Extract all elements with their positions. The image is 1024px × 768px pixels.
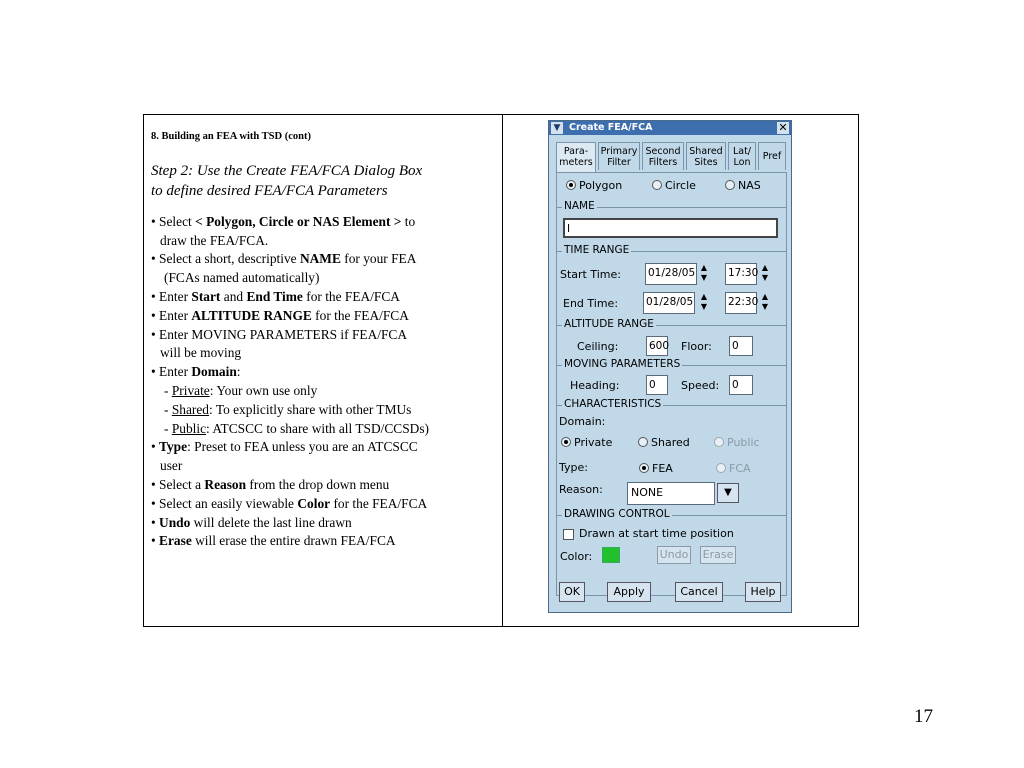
color-label: Color: xyxy=(560,550,593,563)
radio-shared[interactable]: Shared xyxy=(638,436,690,449)
name-input[interactable]: I xyxy=(563,218,778,238)
domain-label: Domain: xyxy=(559,415,606,428)
draw-start-label: Drawn at start time position xyxy=(579,527,734,540)
bullet-moving: • Enter MOVING PARAMETERS if FEA/FCA xyxy=(151,326,408,342)
ok-button[interactable]: OK xyxy=(559,582,585,602)
speed-label: Speed: xyxy=(681,379,720,392)
reason-label: Reason: xyxy=(559,483,603,496)
start-date-spinner[interactable]: ▲ ▼ xyxy=(700,263,708,282)
radio-polygon-indicator[interactable] xyxy=(566,180,576,190)
tab-primary-filter[interactable]: Primary Filter xyxy=(598,142,640,170)
domain-private-desc: - Private: Your own use only xyxy=(164,382,318,398)
instructions-cell xyxy=(151,128,496,551)
radio-private[interactable]: Private xyxy=(561,436,612,449)
section-title: 8. Building an FEA with TSD (cont) xyxy=(151,131,311,142)
heading-input[interactable]: 0 xyxy=(646,375,668,395)
close-icon[interactable]: ✕ xyxy=(778,121,788,134)
time-range-group: TIME RANGE xyxy=(557,251,786,252)
heading-label: Heading: xyxy=(570,379,620,392)
parameters-panel xyxy=(556,172,787,596)
tab-parameters[interactable]: Para- meters xyxy=(556,142,596,173)
start-hour-spinner[interactable]: ▲ ▼ xyxy=(761,263,769,282)
radio-public-indicator[interactable] xyxy=(714,437,724,447)
radio-polygon[interactable]: Polygon xyxy=(566,179,622,192)
radio-public[interactable]: Public xyxy=(714,436,760,449)
bullet-times: • Enter Start and End Time for the FEA/FCA xyxy=(151,288,400,304)
step-heading-line-1: Step 2: Use the Create FEA/FCA Dialog Box xyxy=(151,162,423,179)
color-swatch[interactable] xyxy=(602,547,620,563)
floor-input[interactable]: 0 xyxy=(729,336,753,356)
moving-parameters-group: MOVING PARAMETERS xyxy=(557,365,786,366)
bullet-color: • Select an easily viewable Color for the FEA/FCA xyxy=(151,495,428,511)
undo-button[interactable]: Undo xyxy=(657,546,691,564)
tab-pref[interactable]: Pref xyxy=(758,142,786,170)
end-hour-spinner[interactable]: ▲ ▼ xyxy=(761,292,769,311)
dialog-titlebar[interactable] xyxy=(549,121,791,135)
floor-label: Floor: xyxy=(681,340,712,353)
bullet-type-cont: user xyxy=(160,458,183,474)
bullet-name: • Select a short, descriptive NAME for your FEA xyxy=(151,251,417,267)
domain-public-desc: - Public: ATCSCC to share with all TSD/CCSDs) xyxy=(164,420,430,436)
page-number: 17 xyxy=(914,706,933,727)
characteristics-group: CHARACTERISTICS xyxy=(557,405,786,406)
table-divider xyxy=(502,115,503,626)
radio-shared-indicator[interactable] xyxy=(638,437,648,447)
start-date-field[interactable]: 01/28/05 xyxy=(645,263,697,285)
reason-dropdown-chevron-down-icon[interactable]: ▼ xyxy=(717,483,739,503)
tab-shared-sites[interactable]: Shared Sites xyxy=(686,142,726,170)
start-hour-field[interactable]: 17:30 xyxy=(725,263,757,285)
radio-fca-indicator[interactable] xyxy=(716,463,726,473)
cancel-button[interactable]: Cancel xyxy=(675,582,723,602)
bullet-altitude: • Enter ALTITUDE RANGE for the FEA/FCA xyxy=(151,307,409,323)
erase-button[interactable]: Erase xyxy=(700,546,736,564)
radio-nas-indicator[interactable] xyxy=(725,180,735,190)
tab-second-filters[interactable]: Second Filters xyxy=(642,142,684,170)
name-group: NAME xyxy=(557,207,786,208)
drawing-control-group: DRAWING CONTROL xyxy=(557,515,786,516)
type-label: Type: xyxy=(559,461,588,474)
radio-fea-indicator[interactable] xyxy=(639,463,649,473)
start-time-label: Start Time: xyxy=(560,268,621,281)
bullet-moving-cont: will be moving xyxy=(160,345,242,361)
speed-input[interactable]: 0 xyxy=(729,375,753,395)
bullet-domain: • Enter Domain: xyxy=(151,364,241,380)
altitude-range-group: ALTITUDE RANGE xyxy=(557,325,786,326)
end-hour-field[interactable]: 22:30 xyxy=(725,292,757,314)
bullet-select-shape-cont: draw the FEA/FCA. xyxy=(160,232,269,248)
radio-nas[interactable]: NAS xyxy=(725,179,761,192)
create-fea-fca-dialog xyxy=(548,120,792,613)
radio-fea[interactable]: FEA xyxy=(639,462,673,475)
radio-circle[interactable]: Circle xyxy=(652,179,696,192)
end-time-label: End Time: xyxy=(563,297,619,310)
step-heading-line-2: to define desired FEA/FCA Parameters xyxy=(151,182,388,199)
apply-button[interactable]: Apply xyxy=(607,582,651,602)
dialog-title: Create FEA/FCA xyxy=(569,122,653,133)
reason-select[interactable]: NONE xyxy=(627,482,715,505)
ceiling-input[interactable]: 600 xyxy=(646,336,668,356)
draw-start-checkbox[interactable] xyxy=(563,529,574,540)
bullet-name-cont: (FCAs named automatically) xyxy=(164,270,320,286)
bullet-erase: • Erase will erase the entire drawn FEA/FCA xyxy=(151,533,396,549)
end-date-spinner[interactable]: ▲ ▼ xyxy=(700,292,708,311)
window-menu-icon[interactable]: ▼ xyxy=(551,122,563,134)
bullet-reason: • Select a Reason from the drop down menu xyxy=(151,476,390,492)
step-heading xyxy=(151,161,496,201)
help-button[interactable]: Help xyxy=(745,582,781,602)
ceiling-label: Ceiling: xyxy=(577,340,619,353)
bullet-type: • Type: Preset to FEA unless you are an ATCSCC xyxy=(151,439,418,455)
domain-shared-desc: - Shared: To explicitly share with other TMUs xyxy=(164,401,412,417)
bullet-undo: • Undo will delete the last line drawn xyxy=(151,514,352,530)
bullet-select-shape: • Select < Polygon, Circle or NAS Element > to xyxy=(151,213,416,229)
radio-circle-indicator[interactable] xyxy=(652,180,662,190)
radio-fca[interactable]: FCA xyxy=(716,462,751,475)
radio-private-indicator[interactable] xyxy=(561,437,571,447)
end-date-field[interactable]: 01/28/05 xyxy=(643,292,695,314)
tab-lat-lon[interactable]: Lat/ Lon xyxy=(728,142,756,170)
